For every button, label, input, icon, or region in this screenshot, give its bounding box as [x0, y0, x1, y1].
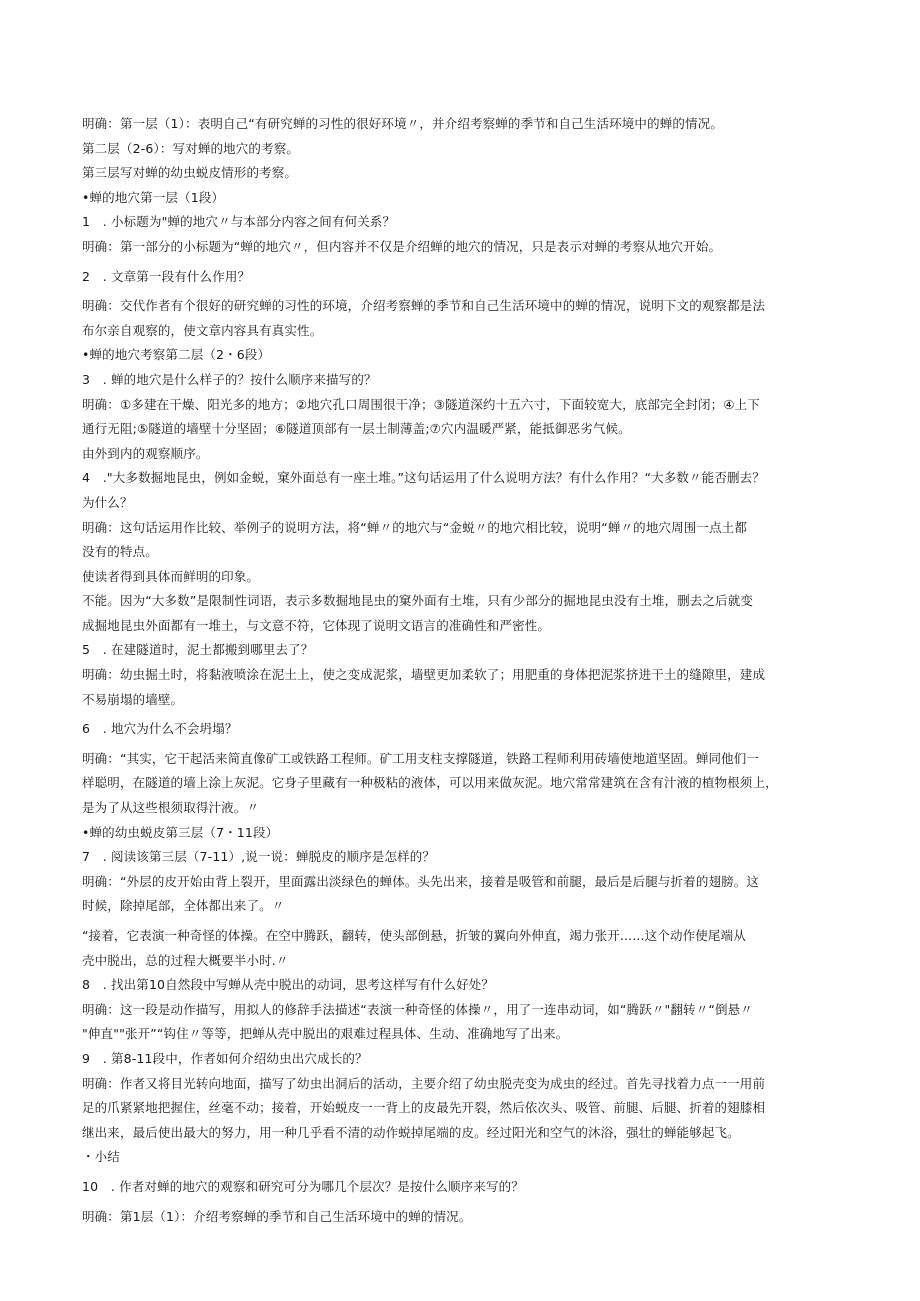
- answer-line: 明确：作者又将目光转向地面，描写了幼虫出洞后的活动，主要介绍了幼虫脱壳变为成虫的经过。首先寻找着力点一一用前: [82, 1075, 766, 1091]
- answer-line: 使读者得到具体而鲜明的印象。: [82, 568, 260, 584]
- question-3: 3 . 蝉的地穴是什么样子的？按什么顺序来描写的？: [82, 371, 377, 387]
- text-line: 第二层（2-6）：写对蝉的地穴的考察。: [82, 140, 300, 156]
- answer-line: “接着，它表演一种奇怪的体操。在空中腾跃，翻转，使头部倒悬，折皱的翼向外伸直，竭力张开......这个动作使尾端从: [82, 928, 746, 943]
- question-7: 7 . 阅读该第三层（7-11）,说一说：蝉脱皮的顺序是怎样的？: [82, 849, 436, 865]
- question-1: 1 . 小标题为"蝉的地穴〃与本部分内容之间有何关系？: [82, 214, 396, 230]
- question-9: 9 . 第8-11段中，作者如何介绍幼虫出穴成长的？: [82, 1050, 368, 1066]
- section-heading: •蝉的地穴考察第二层（2・6段）: [82, 347, 271, 363]
- question-4-cont: 为什么？: [82, 494, 133, 510]
- answer-line: 明确：幼虫掘土时，将黏液喷涂在泥土上，使之变成泥浆，墙壁更加柔软了；用肥重的身体把泥浆挤进干土的缝隙里，建成: [82, 667, 766, 683]
- section-heading: ・小结: [82, 1149, 120, 1165]
- answer-line: 明确：第一部分的小标题为“蝉的地穴〃，但内容并不仅是介绍蝉的地穴的情况，只是表示对蝉的考察从地穴开始。: [82, 238, 722, 254]
- document-page: [82, 112, 850, 1229]
- section-heading: •蝉的幼虫蜕皮第三层（7・11段）: [82, 824, 279, 840]
- question-2: 2 . 文章第一段有什么作用？: [82, 268, 251, 284]
- answer-line: 明确：①多建在干燥、阳光多的地方；②地穴孔口周围很干净；③隧道深约十五六寸，下面较宽大，底部完全封闭；④上下: [82, 396, 760, 412]
- answer-line: 是为了从这些根须取得汁液。〃: [82, 800, 260, 816]
- answer-line: 明确：第1层（1）：介绍考察蝉的季节和自己生活环境中的蝉的情况。: [82, 1208, 472, 1224]
- answer-line: 成掘地昆虫外面都有一堆土，与文意不符，它体现了说明文语言的准确性和严密性。: [82, 617, 551, 633]
- answer-line: 通行无阻;⑤隧道的墙壁十分坚固；⑥隧道顶部有一层土制薄盖;⑦穴内温暖严紧，能抵御恶劣气候。: [82, 421, 631, 437]
- answer-line: 不易崩塌的墙壁。: [82, 691, 184, 707]
- answer-line: 足的爪紧紧地把握住，丝毫不动；接着，开始蜕皮一一背上的皮最先开裂，然后依次头、吸管、前腿、后腿、折着的翅膝相: [82, 1100, 766, 1116]
- question-4: 4 ."大多数掘地昆虫，例如金蜕，窠外面总有一座土堆。”这句话运用了什么说明方法？有什么作用？“大多数〃能否删去？: [82, 470, 765, 486]
- answer-line: "伸直""张开”“钩住〃等等，把蝉从壳中脱出的艰难过程具体、生动、准确地写了出来。: [82, 1026, 569, 1042]
- section-heading: •蝉的地穴第一层（1段）: [82, 189, 225, 205]
- text-line: 第三层写对蝉的幼虫蜕皮情形的考察。: [82, 165, 298, 181]
- question-10: 10 . 作者对蝉的地穴的观察和研究可分为哪几个层次？是按什么顺序来写的？: [82, 1178, 524, 1194]
- answer-line: 样聪明，在隧道的墙上涂上灰泥。它身子里藏有一种极粘的液体，可以用来做灰泥。地穴常常建筑在含有汁液的植物根须上，: [82, 775, 778, 791]
- question-8: 8 . 找出第10自然段中写蝉从壳中脱出的动词，思考这样写有什么好处？: [82, 977, 495, 993]
- answer-line: 继出来，最后使出最大的努力，用一种几乎看不清的动作蜕掉尾端的皮。经过阳光和空气的沐浴，强壮的蝉能够起飞。: [82, 1124, 740, 1140]
- answer-line: 布尔亲自观察的，使文章内容具有真实性。: [82, 322, 323, 338]
- question-6: 6 . 地穴为什么不会坍塌？: [82, 721, 238, 737]
- answer-line: 明确：这句话运用作比较、举例子的说明方法，将“蝉〃的地穴与“金蜕〃的地穴相比较，说明“蝉〃的地穴周围一点土都: [82, 519, 748, 535]
- answer-line: 明确：这一段是动作描写，用拟人的修辞手法描述“表演一种奇怪的体操〃，用了一连串动词，如“腾跃〃"翻转〃“倒悬〃: [82, 1001, 753, 1017]
- question-5: 5 . 在建隧道时，泥土都搬到哪里去了？: [82, 642, 314, 658]
- text-line: 明确：第一层（1）：表明自己“有研究蝉的习性的很好环境〃，并介绍考察蝉的季节和自己生活环境中的蝉的情况。: [82, 116, 723, 131]
- answer-line: 不能。因为“大多数”是限制性词语，表示多数掘地昆虫的窠外面有土堆，只有少部分的掘地昆虫没有土堆，删去之后就变: [82, 593, 754, 609]
- answer-line: 时候，除掉尾部，全体都出来了。〃: [82, 898, 285, 914]
- answer-line: 没有的特点。: [82, 544, 158, 560]
- answer-line: 由外到内的观察顺序。: [82, 445, 209, 461]
- answer-line: 壳中脱出，总的过程大概要半小时.〃: [82, 952, 289, 968]
- answer-line: 明确：“外层的皮开始由背上裂开，里面露出淡绿色的蝉体。头先出来，接着是吸管和前腿，最后是后腿与折着的翅膀。这: [82, 873, 760, 889]
- answer-line: 明确：“其实，它干起活来简直像矿工或铁路工程师。矿工用支柱支撑隧道，铁路工程师利用砖墙使地道坚固。蝉同他们一: [82, 750, 760, 766]
- answer-line: 明确：交代作者有个很好的研究蝉的习性的环境，介绍考察蝉的季节和自己生活环境中的蝉的情况，说明下文的观察都是法: [82, 298, 766, 314]
